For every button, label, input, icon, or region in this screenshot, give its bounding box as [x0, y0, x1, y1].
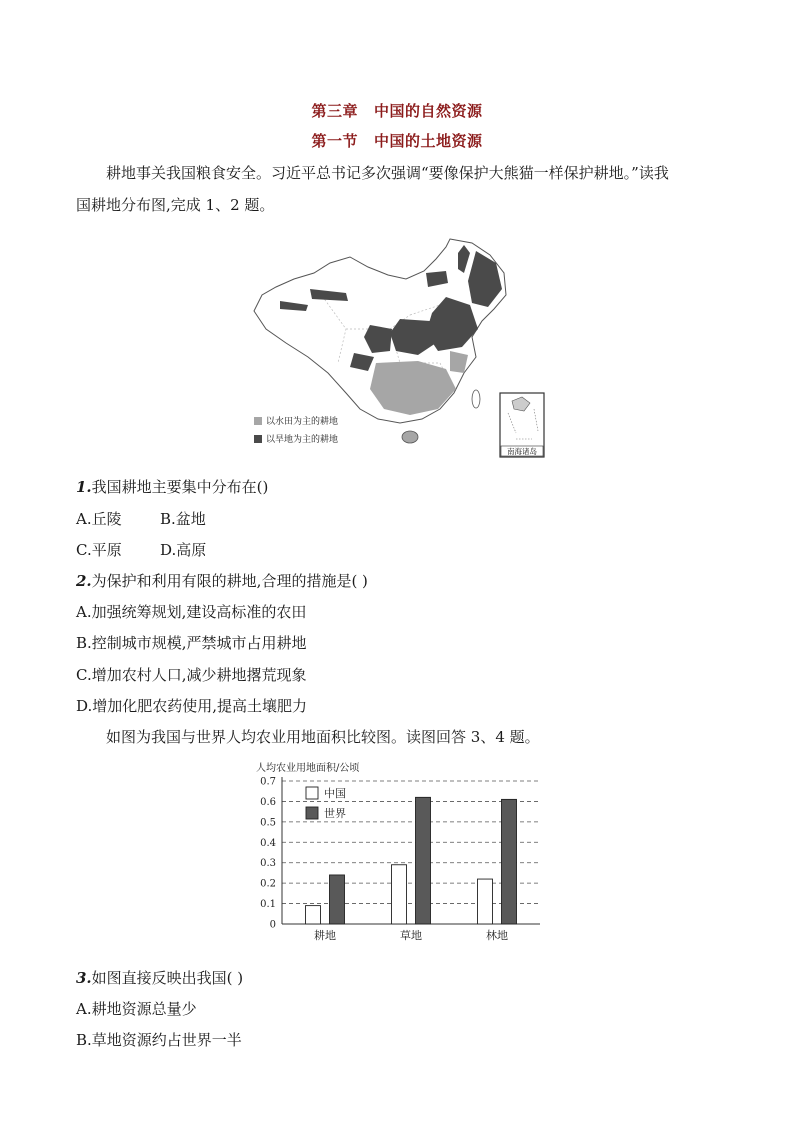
- question-2-number: 2.: [76, 572, 92, 590]
- y-tick-label: 0.3: [260, 858, 276, 870]
- legend-label-paddy: 以水田为主的耕地: [266, 417, 339, 427]
- q1-option-a[interactable]: A.丘陵: [76, 510, 122, 528]
- q1-option-b[interactable]: B.盆地: [160, 510, 206, 528]
- chart-legend: [306, 786, 346, 820]
- section-number: 第一节: [311, 132, 358, 150]
- q2-option-d[interactable]: D.增加化肥农药使用,提高土壤肥力: [76, 697, 308, 715]
- y-tick-label: 0.7: [260, 776, 276, 788]
- intro-2: 如图为我国与世界人均农业用地面积比较图。读图回答 3、4 题。: [106, 728, 540, 746]
- cropland-map: [250, 233, 546, 461]
- bar-world: [330, 875, 345, 924]
- bar-world: [416, 797, 431, 924]
- q2-option-a[interactable]: A.加强统筹规划,建设高标准的农田: [76, 603, 307, 621]
- chapter-number: 第三章: [311, 102, 358, 120]
- legend-label-dry: 以旱地为主的耕地: [266, 435, 339, 445]
- question-2-stem: 为保护和利用有限的耕地,合理的措施是( ): [91, 572, 368, 590]
- cropland-map-svg: [250, 233, 546, 461]
- x-category-label: 草地: [400, 929, 422, 942]
- legend-swatch: [306, 807, 318, 819]
- y-tick-label: 0.4: [260, 837, 276, 849]
- q1-option-d[interactable]: D.高原: [160, 541, 207, 559]
- inset-label: 南海诸岛: [507, 447, 537, 456]
- question-2: [76, 570, 368, 591]
- land-per-capita-chart: [250, 757, 550, 951]
- bar-china: [306, 906, 321, 924]
- q2-option-b[interactable]: B.控制城市规模,严禁城市占用耕地: [76, 634, 307, 652]
- y-tick-label: 0.2: [260, 878, 276, 890]
- y-tick-label: 0: [269, 919, 276, 931]
- question-1-options-row-2: [76, 539, 206, 560]
- chart-title: 人均农业用地面积/公顷: [256, 763, 360, 774]
- bar-china: [478, 879, 493, 924]
- y-tick-label: 0.6: [260, 796, 276, 808]
- hainan-island: [402, 431, 418, 443]
- legend-swatch-dry: [254, 435, 262, 443]
- legend-label: 世界: [324, 807, 346, 820]
- legend-label: 中国: [324, 787, 346, 800]
- q2-option-c[interactable]: C.增加农村人口,减少耕地撂荒现象: [76, 666, 307, 684]
- question-1-number: 1.: [76, 478, 92, 496]
- question-3: [76, 967, 243, 988]
- q3-option-a[interactable]: A.耕地资源总量少: [76, 1000, 197, 1018]
- taiwan-island: [472, 390, 480, 408]
- y-tick-label: 0.5: [260, 817, 276, 829]
- q3-option-b[interactable]: B.草地资源约占世界一半: [76, 1031, 242, 1049]
- q1-option-c[interactable]: C.平原: [76, 541, 122, 559]
- bar-chart-svg: [250, 757, 550, 951]
- intro-line-2: 国耕地分布图,完成 1、2 题。: [76, 196, 275, 214]
- question-1: [76, 476, 268, 497]
- legend-swatch-paddy: [254, 417, 262, 425]
- bar-world: [502, 799, 517, 924]
- chart-x-labels: [314, 928, 508, 942]
- question-1-options-row-1: [76, 508, 206, 529]
- question-3-number: 3.: [76, 969, 92, 987]
- section-name: 中国的土地资源: [374, 132, 483, 150]
- x-category-label: 林地: [486, 929, 508, 942]
- chapter-title: [0, 100, 794, 121]
- intro-line-1: 耕地事关我国粮食安全。习近平总书记多次强调“要像保护大熊猫一样保护耕地。”读我: [106, 164, 669, 182]
- y-tick-label: 0.1: [260, 899, 276, 911]
- chapter-name: 中国的自然资源: [374, 102, 483, 120]
- chart-y-ticks: [260, 777, 276, 931]
- legend-swatch: [306, 787, 318, 799]
- bar-china: [392, 865, 407, 924]
- x-category-label: 耕地: [314, 929, 336, 942]
- section-title: [0, 130, 794, 151]
- question-3-stem: 如图直接反映出我国( ): [91, 969, 244, 987]
- question-1-stem: 我国耕地主要集中分布在(): [91, 478, 269, 496]
